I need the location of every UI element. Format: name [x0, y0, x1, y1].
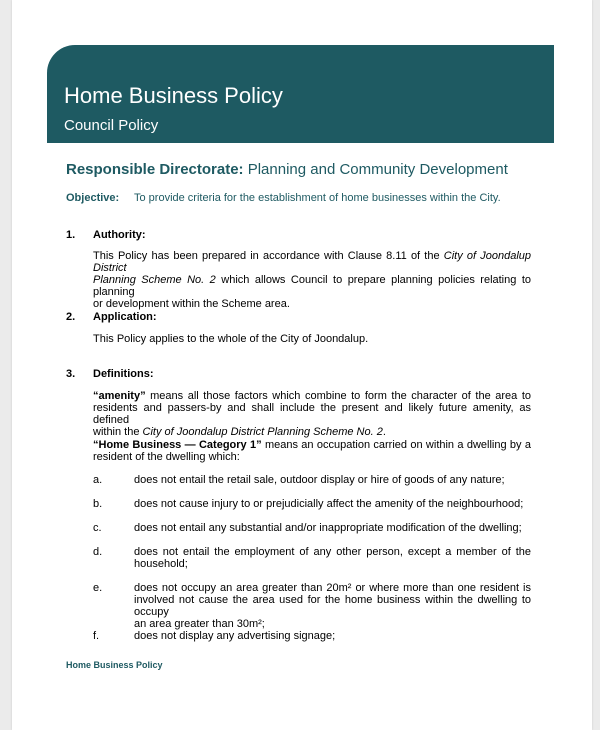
- authority-text-3: or development within the Scheme area.: [93, 298, 290, 310]
- list-item: [134, 522, 531, 534]
- page-footer: Home Business Policy: [66, 660, 163, 670]
- section-heading-authority: Authority:: [93, 229, 146, 241]
- list-item-letter: a.: [93, 474, 103, 486]
- objective-text: To provide criteria for the establishment of home businesses within the City.: [134, 192, 501, 204]
- list-item-letter: e.: [93, 582, 103, 594]
- list-item: [134, 546, 531, 570]
- list-item-text: does not cause injury to or prejudicially affect the amenity of the neighbourhood;: [134, 498, 524, 510]
- list-item-text: involved not cause the area used for the home business within the dwelling to occupy: [134, 594, 531, 618]
- list-item-letter: f.: [93, 630, 100, 642]
- list-item-letter: b.: [93, 498, 103, 510]
- section-number-application: 2.: [66, 311, 76, 323]
- list-item: [134, 474, 531, 486]
- scheme-reference: City of Joondalup District: [93, 250, 532, 274]
- objective-label: Objective:: [66, 192, 120, 204]
- list-item-text: does not occupy an area greater than 20m² or where more than one resident is: [134, 582, 531, 594]
- authority-paragraph: [93, 250, 531, 310]
- amenity-term: “amenity”: [93, 390, 146, 402]
- document-subtitle: Council Policy: [64, 117, 159, 134]
- amenity-line-2: residents and passers-by and shall include the present and likely future amenity, as defined: [93, 402, 531, 426]
- responsible-directorate: [66, 161, 508, 178]
- section-heading-application: Application:: [93, 311, 157, 323]
- amenity-scheme-reference: City of Joondalup District Planning Scheme No. 2: [142, 426, 383, 438]
- list-item: [134, 630, 531, 642]
- list-item-text: does not entail any substantial and/or inappropriate modification of the dwelling;: [134, 522, 522, 534]
- directorate-label: Responsible Directorate:: [66, 161, 244, 178]
- authority-text-2b: which allows Council to prepare planning policies relating to planning: [93, 274, 532, 298]
- scheme-reference-cont: Planning Scheme No. 2: [93, 274, 216, 286]
- directorate-value: Planning and Community Development: [243, 161, 508, 178]
- list-item: [134, 582, 531, 630]
- application-text: This Policy applies to the whole of the City of Joondalup.: [93, 333, 369, 345]
- section-heading-definitions: Definitions:: [93, 368, 154, 380]
- list-item-letter: c.: [93, 522, 102, 534]
- list-item-text: does not entail the employment of any other person, except a member of the: [134, 546, 531, 558]
- amenity-line-3c: .: [382, 426, 386, 438]
- home-business-term: “Home Business — Category 1”: [93, 439, 262, 451]
- document-title: Home Business Policy: [64, 83, 283, 108]
- section-number-definitions: 3.: [66, 368, 76, 380]
- list-item-text: household;: [134, 558, 188, 570]
- home-business-definition: [93, 439, 531, 463]
- list-item-letter: d.: [93, 546, 103, 558]
- amenity-definition: [93, 390, 531, 438]
- amenity-line-1: means all those factors which combine to form the character of the area to: [145, 390, 531, 402]
- list-item-text: an area greater than 30m²;: [134, 618, 265, 630]
- title-banner: [47, 45, 554, 143]
- home-business-line-2: resident of the dwelling which:: [93, 451, 240, 463]
- home-business-line-1: means an occupation carried on within a dwelling by a: [261, 439, 531, 451]
- section-number-authority: 1.: [66, 229, 76, 241]
- list-item-text: does not entail the retail sale, outdoor display or hire of goods of any nature;: [134, 474, 505, 486]
- list-item-text: does not display any advertising signage;: [134, 630, 336, 642]
- authority-text-1a: This Policy has been prepared in accordance with Clause 8.11 of the: [93, 250, 444, 262]
- amenity-line-3a: within the: [93, 426, 143, 438]
- list-item: [134, 498, 531, 510]
